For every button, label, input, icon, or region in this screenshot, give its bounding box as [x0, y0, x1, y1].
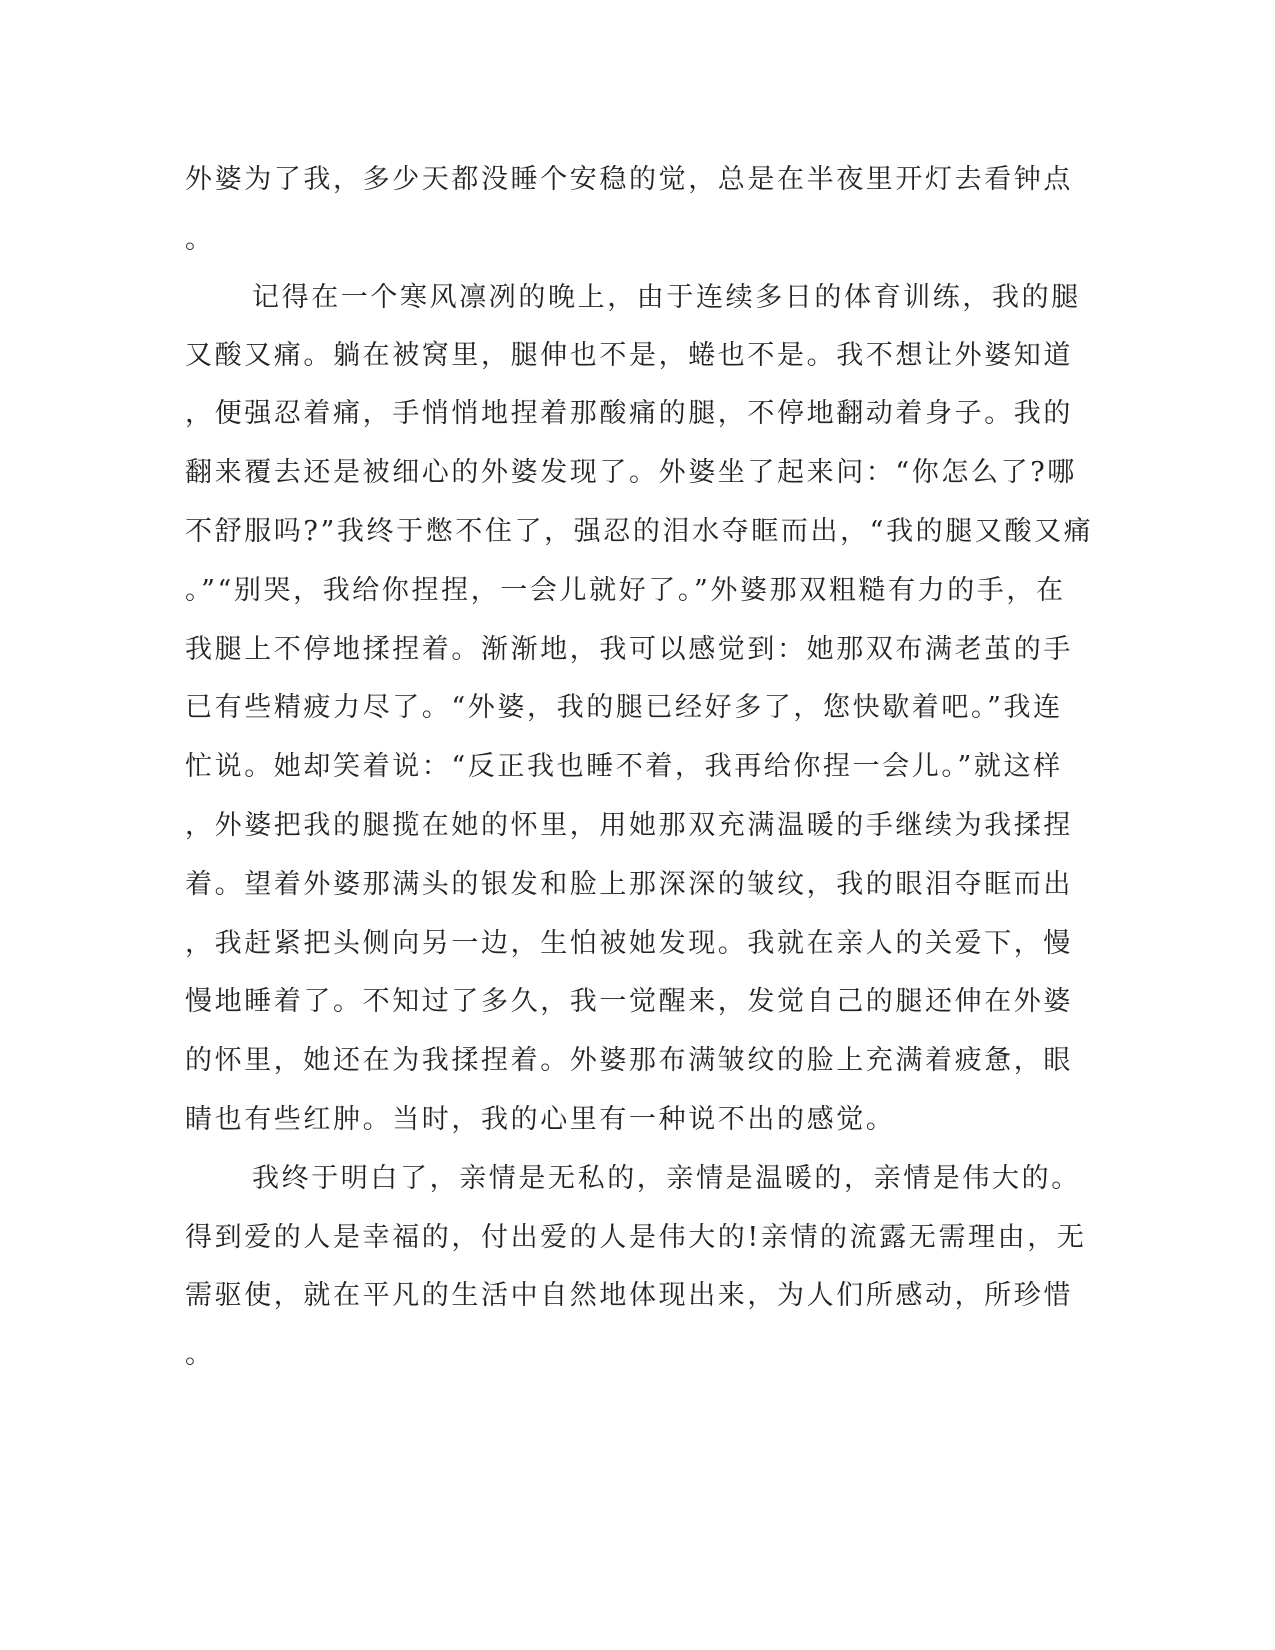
text-line: 。: [185, 1339, 215, 1370]
text-line: 得到爱的人是幸福的，付出爱的人是伟大的!亲情的流露无需理由，无: [185, 1222, 1087, 1253]
paragraph-start-line: 记得在一个寒风凛冽的晚上，由于连续多日的体育训练，我的腿: [252, 282, 1081, 313]
text-line: ，便强忍着痛，手悄悄地捏着那酸痛的腿，不停地翻动着身子。我的: [185, 398, 1073, 429]
text-line: 外婆为了我，多少天都没睡个安稳的觉，总是在半夜里开灯去看钟点: [185, 164, 1073, 195]
text-line: 慢地睡着了。不知过了多久，我一觉醒来，发觉自己的腿还伸在外婆: [185, 986, 1073, 1017]
text-line: 翻来覆去还是被细心的外婆发现了。外婆坐了起来问：“你怎么了?哪: [185, 457, 1077, 488]
text-line: 需驱使，就在平凡的生活中自然地体现出来，为人们所感动，所珍惜: [185, 1280, 1073, 1311]
text-line: ，外婆把我的腿揽在她的怀里，用她那双充满温暖的手继续为我揉捏: [185, 810, 1073, 841]
text-line: 的怀里，她还在为我揉捏着。外婆那布满皱纹的脸上充满着疲惫，眼: [185, 1045, 1073, 1076]
text-line: 不舒服吗?”我终于憋不住了，强忍的泪水夺眶而出，“我的腿又酸又痛: [185, 516, 1094, 547]
text-line: 着。望着外婆那满头的银发和脸上那深深的皱纹，我的眼泪夺眶而出: [185, 869, 1073, 900]
paragraph-start-line: 我终于明白了，亲情是无私的，亲情是温暖的，亲情是伟大的。: [252, 1163, 1081, 1194]
text-line: 又酸又痛。躺在被窝里，腿伸也不是，蜷也不是。我不想让外婆知道: [185, 340, 1073, 371]
text-line: 。”“别哭，我给你捏捏，一会儿就好了。”外婆那双粗糙有力的手，在: [185, 575, 1066, 606]
text-line: 已有些精疲力尽了。“外婆，我的腿已经好多了，您快歇着吧。”我连: [185, 692, 1063, 723]
text-line: 忙说。她却笑着说：“反正我也睡不着，我再给你捏一会儿。”就这样: [185, 751, 1063, 782]
text-line: ，我赶紧把头侧向另一边，生怕被她发现。我就在亲人的关爱下，慢: [185, 928, 1073, 959]
text-line: 我腿上不停地揉捏着。渐渐地，我可以感觉到：她那双布满老茧的手: [185, 634, 1073, 665]
text-line: 睛也有些红肿。当时，我的心里有一种说不出的感觉。: [185, 1104, 896, 1135]
text-line: 。: [185, 224, 215, 255]
